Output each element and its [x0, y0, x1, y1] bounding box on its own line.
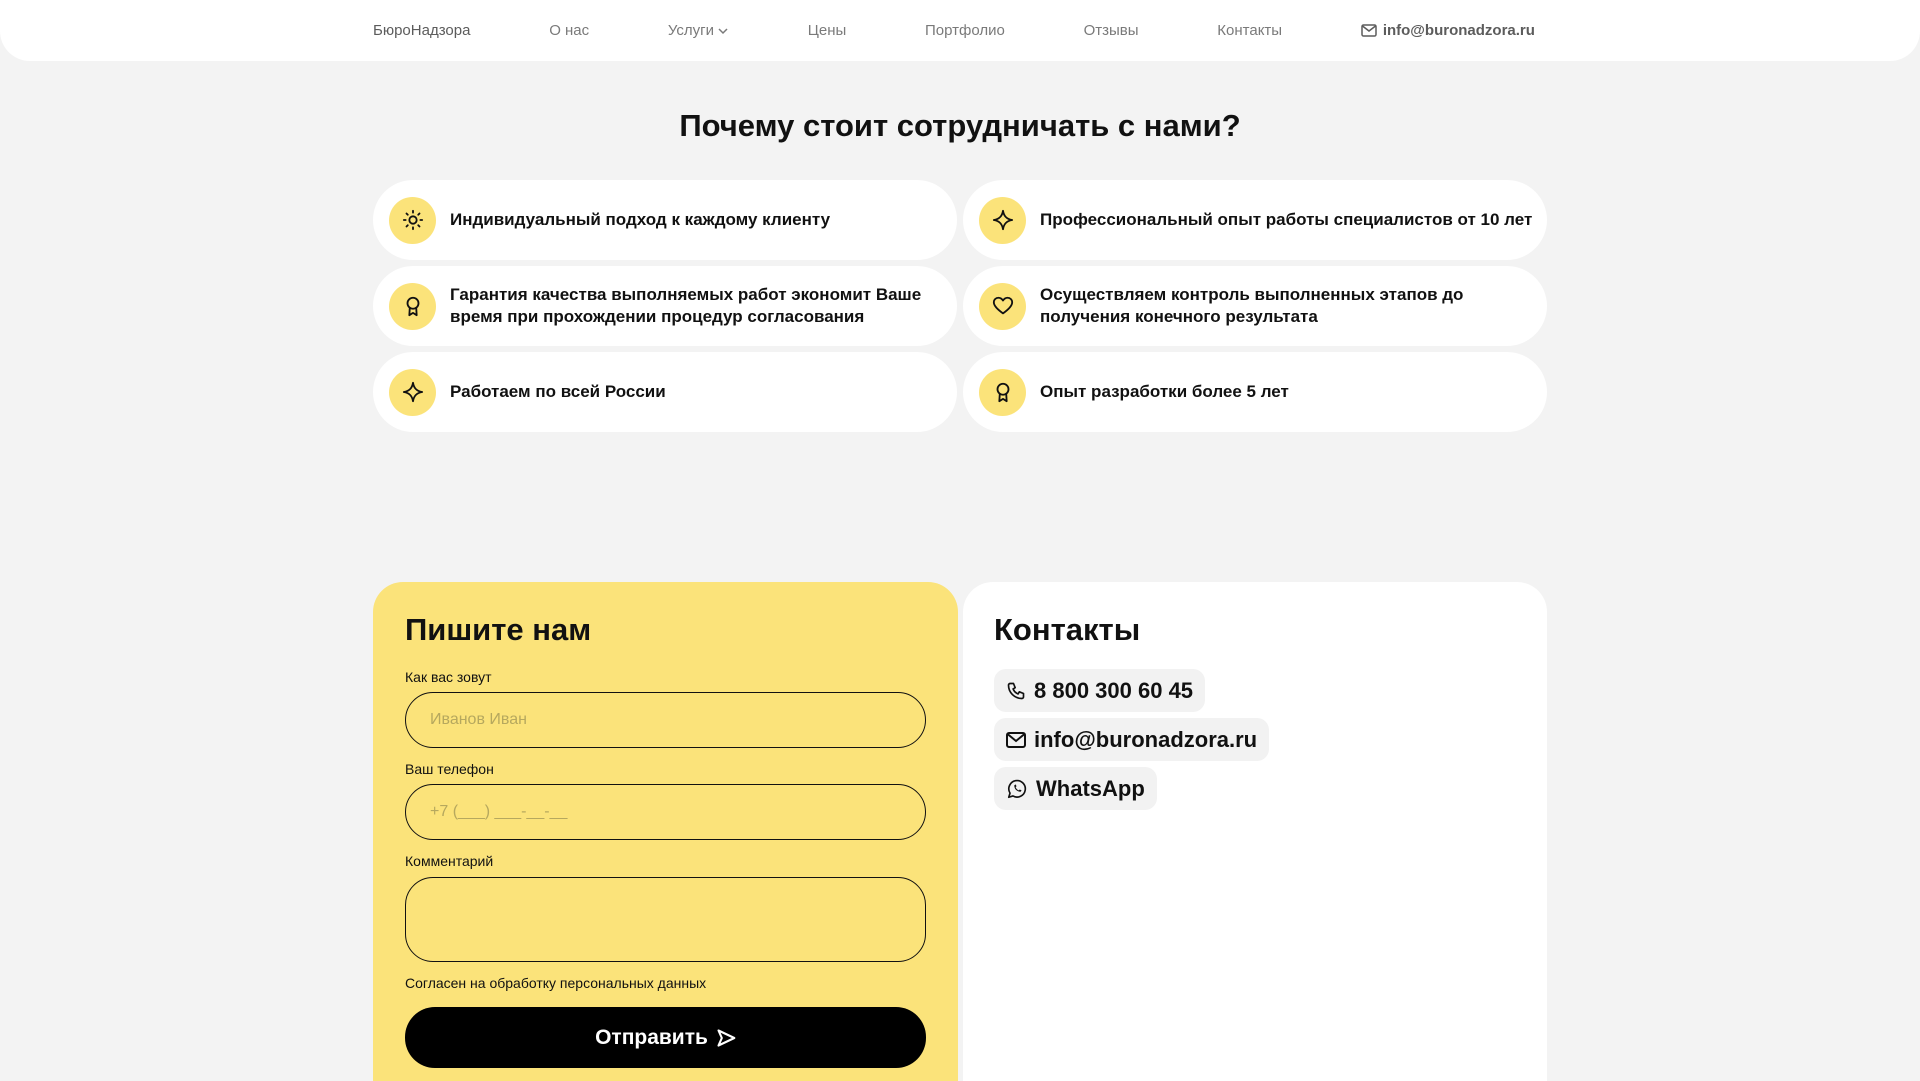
award-icon [992, 381, 1014, 403]
whatsapp-text: WhatsApp [1036, 775, 1145, 801]
chevron-down-icon [717, 25, 729, 37]
phone-link[interactable] [994, 669, 1205, 712]
email-link[interactable] [994, 718, 1269, 761]
award-icon [402, 295, 424, 317]
feature-card [963, 266, 1547, 346]
feature-text: Осуществляем контроль выполненных этапов до получения конечного результата [1040, 285, 1464, 326]
nav-item-about[interactable]: О нас [549, 22, 590, 39]
sparkle-icon [402, 381, 424, 403]
feature-icon-badge [389, 197, 436, 244]
mail-icon [1361, 24, 1377, 37]
feature-text: Индивидуальный подход к каждому клиенту [450, 210, 831, 229]
why-us-title: Почему стоит сотрудничать с нами? [679, 108, 1241, 143]
nav-email-text: info@buronadzora.ru [1382, 22, 1535, 39]
heart-icon [992, 295, 1014, 317]
whatsapp-link[interactable] [994, 767, 1157, 810]
features-grid [373, 180, 1547, 432]
consent-text[interactable]: Согласен на обработку персональных данных [405, 975, 707, 991]
submit-label: Отправить [595, 1025, 708, 1049]
whatsapp-icon [1006, 778, 1028, 800]
nav-inner [373, 0, 1535, 61]
phone-label: Ваш телефон [405, 761, 494, 777]
phone-text: 8 800 300 60 45 [1034, 677, 1194, 703]
name-label: Как вас зовут [405, 669, 492, 685]
feature-icon-badge [979, 283, 1026, 330]
submit-button[interactable] [405, 1007, 926, 1068]
sparkle-icon [992, 209, 1014, 231]
phone-icon [1006, 681, 1026, 701]
sun-icon [402, 209, 424, 231]
feature-card [963, 180, 1547, 260]
feature-icon-badge [389, 369, 436, 416]
nav-item-portfolio[interactable]: Портфолио [925, 22, 1005, 39]
feature-icon-badge [979, 197, 1026, 244]
nav-item-reviews[interactable]: Отзывы [1083, 22, 1139, 39]
contacts-card [963, 582, 1547, 1081]
phone-input[interactable] [405, 784, 926, 840]
nav-item-services-label: Услуги [667, 22, 715, 39]
comment-textarea[interactable] [405, 877, 926, 962]
feature-icon-badge [979, 369, 1026, 416]
feature-card [373, 180, 957, 260]
comment-label: Комментарий [405, 853, 494, 869]
feature-card [373, 266, 957, 346]
feature-text: Профессиональный опыт работы специалистов от 10 лет [1040, 210, 1533, 229]
feature-text: Работаем по всей России [450, 382, 666, 401]
nav-email-link[interactable] [1361, 22, 1535, 39]
nav-item-services[interactable] [668, 22, 729, 39]
send-arrow-icon [716, 1028, 736, 1048]
feature-icon-badge [389, 283, 436, 330]
form-title: Пишите нам [405, 612, 592, 647]
mail-icon [1006, 732, 1026, 748]
contacts-title: Контакты [994, 612, 1141, 647]
email-text: info@buronadzora.ru [1034, 726, 1258, 752]
name-input[interactable] [405, 692, 926, 748]
feature-card [963, 352, 1547, 432]
top-navbar [0, 0, 1920, 61]
nav-item-prices[interactable]: Цены [807, 22, 847, 39]
nav-item-contacts[interactable]: Контакты [1217, 22, 1283, 39]
brand-link[interactable]: БюроНадзора [373, 22, 471, 39]
feature-card [373, 352, 957, 432]
feature-text: Гарантия качества выполняемых работ экономит Ваше время при прохождении процедур согласования [450, 285, 922, 326]
feature-text: Опыт разработки более 5 лет [1040, 382, 1289, 401]
